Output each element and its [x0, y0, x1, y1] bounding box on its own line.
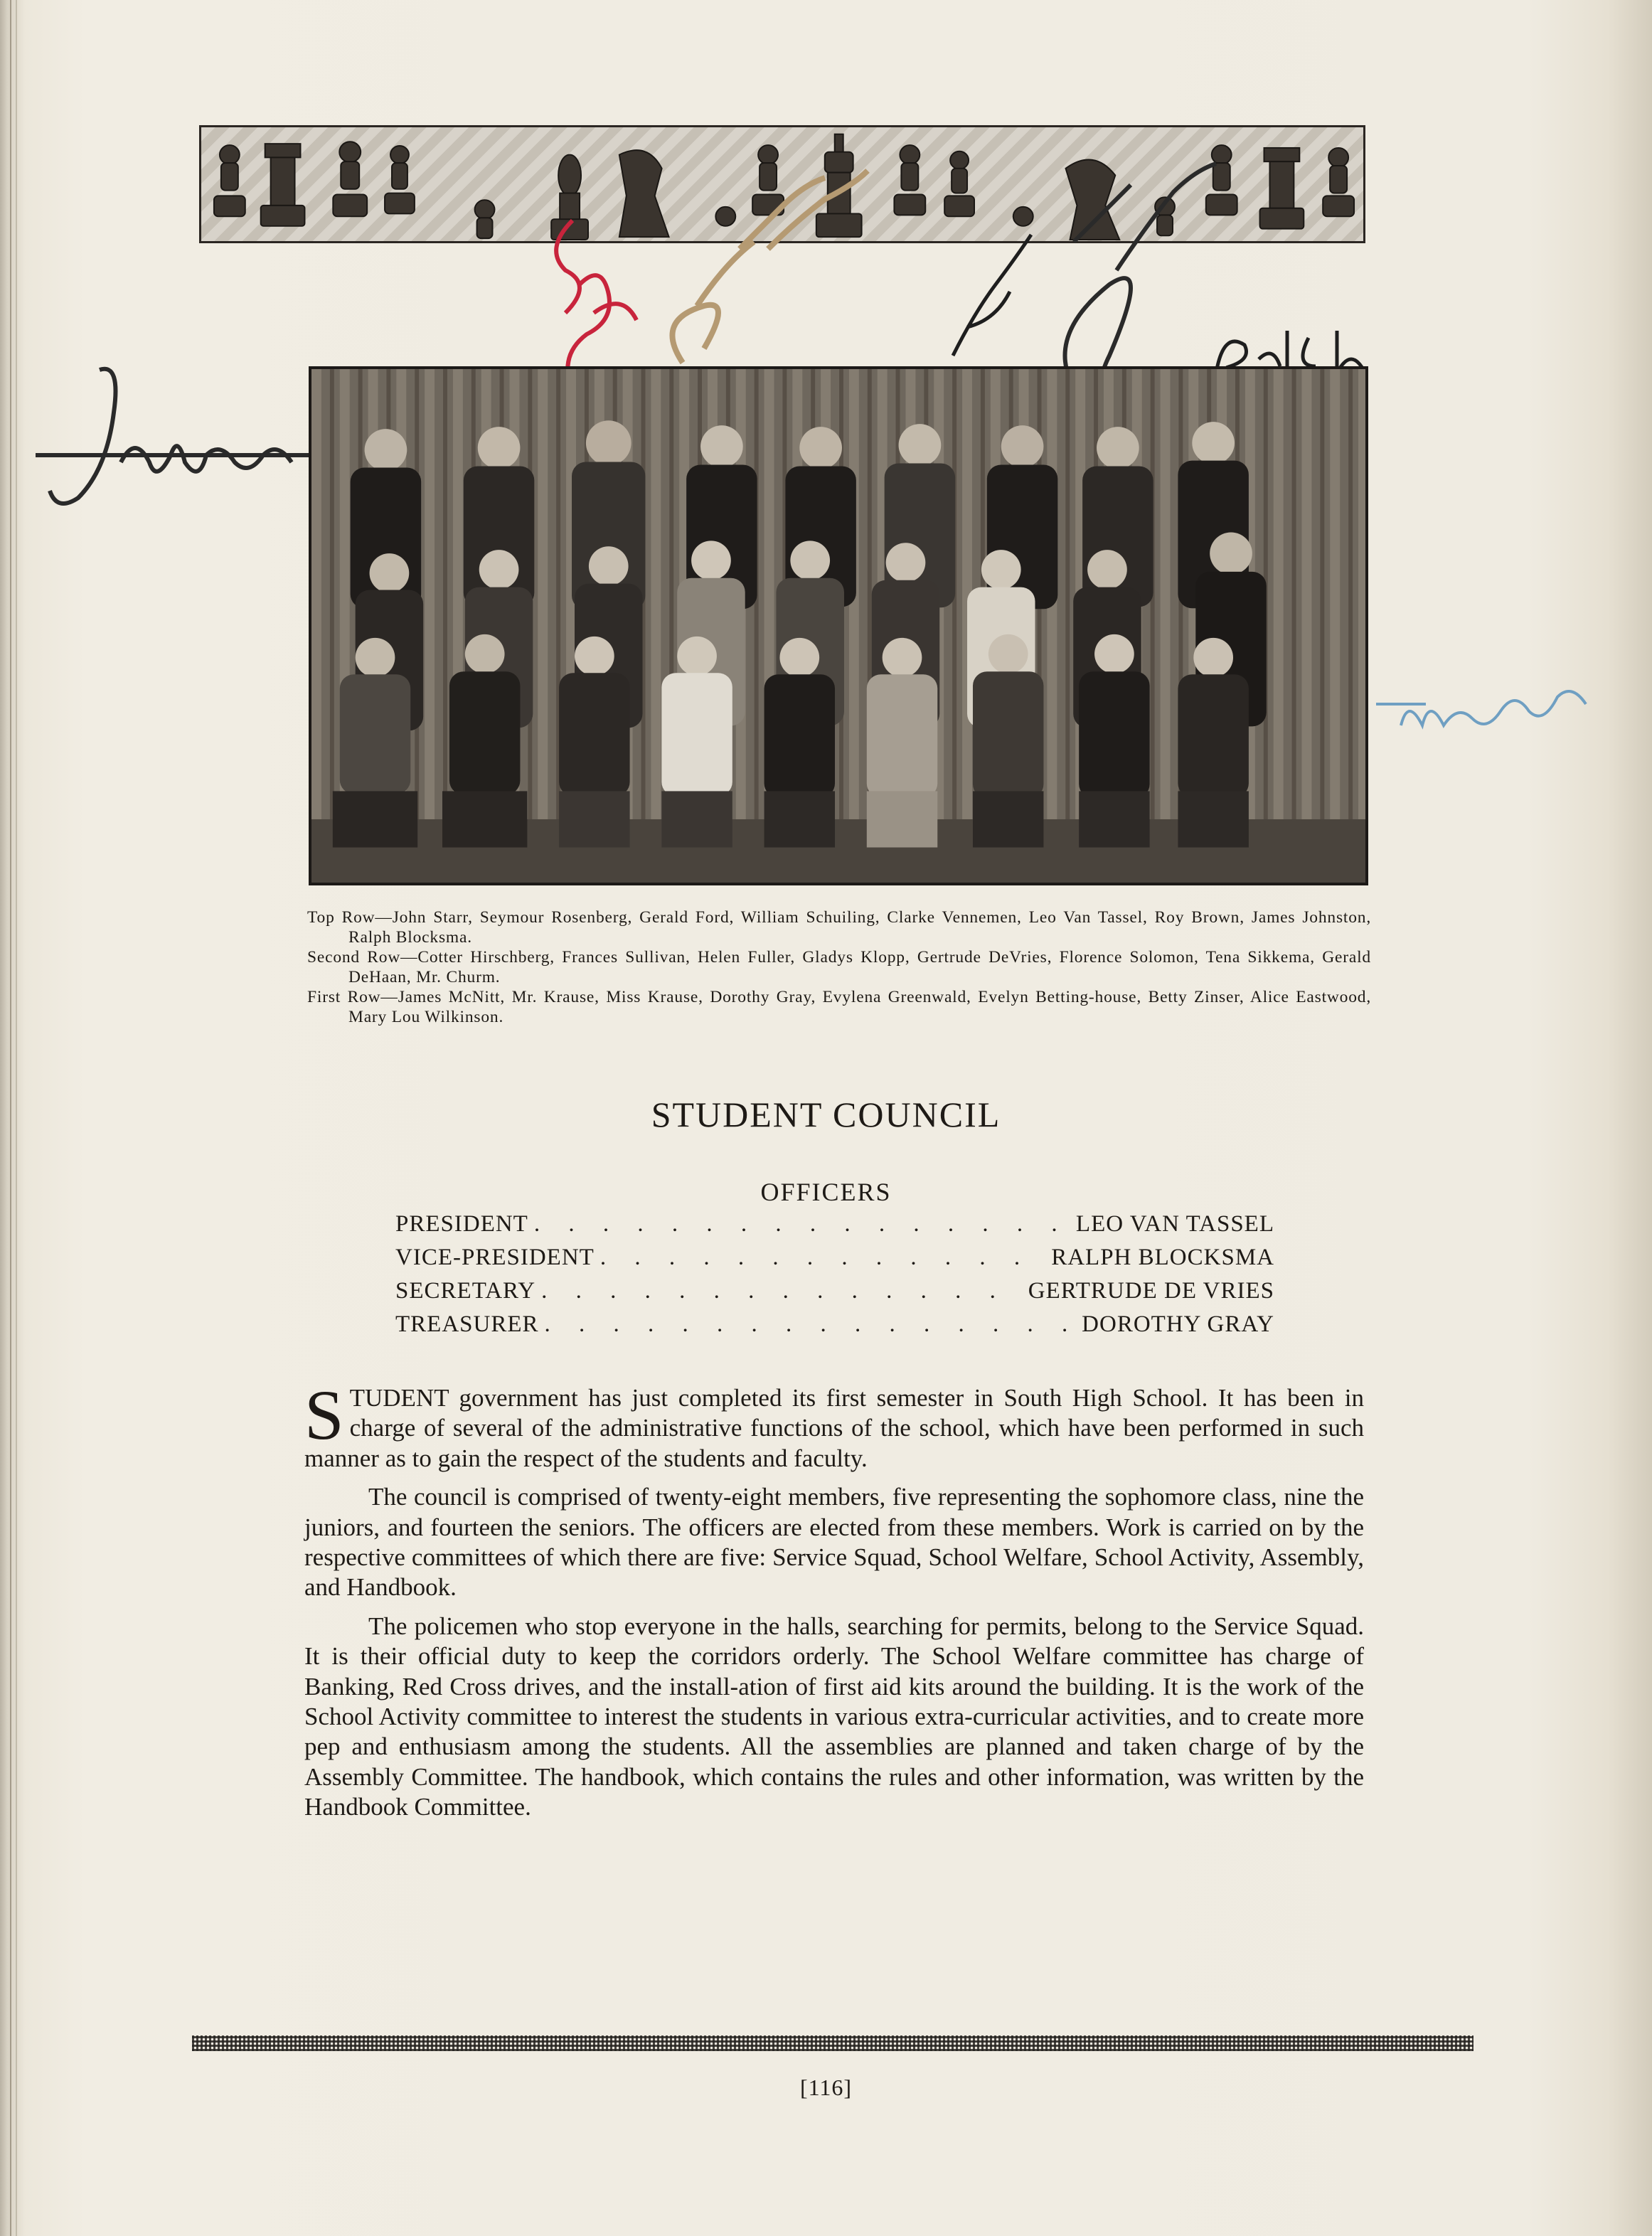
- pawn-icon: [214, 145, 245, 216]
- paragraph-2: The council is comprised of twenty-eight members, five representing the sophomore class, nine the juniors, and fourteen the seniors. The officers are elected from these members. Work is carried on by the respective committees of which there are five: Service Squad, School Welfare, School Activity, Assembly, and Handbook.: [304, 1483, 1364, 1602]
- pawn-icon: [385, 146, 415, 213]
- officer-row-vice-president: [395, 1245, 1274, 1278]
- rook-icon: [1260, 148, 1304, 229]
- caption-first-row: First Row—James McNitt, Mr. Krause, Miss Krause, Dorothy Gray, Evylena Greenwald, Evelyn Betting-house, Betty Zinser, Alice Eastwood, Mary Lou Wilkinson.: [307, 988, 1371, 1026]
- leader-dots: [534, 1211, 1070, 1237]
- group-photo-illustration: [311, 369, 1365, 883]
- leader-dots: [541, 1278, 1023, 1304]
- officers-list: [395, 1211, 1274, 1345]
- leader-dots: [600, 1245, 1045, 1271]
- officer-name: DOROTHY GRAY: [1082, 1311, 1274, 1337]
- article-body: [304, 1375, 1364, 1831]
- paragraph-1: [304, 1375, 1364, 1474]
- pawn-icon: [944, 151, 974, 217]
- officer-role: SECRETARY: [395, 1278, 536, 1304]
- officer-role: PRESIDENT: [395, 1211, 528, 1237]
- drop-cap: S: [304, 1375, 344, 1454]
- officer-row-president: [395, 1211, 1274, 1245]
- caption-second-row: Second Row—Cotter Hirschberg, Frances Sullivan, Helen Fuller, Gladys Klopp, Gertrude DeVries, Florence Solomon, Tena Sikkema, Gerald DeHaan, Mr. Churm.: [307, 948, 1371, 986]
- officer-name: RALPH BLOCKSMA: [1051, 1245, 1274, 1270]
- officer-name: GERTRUDE DE VRIES: [1028, 1278, 1274, 1304]
- photo-caption: [307, 907, 1371, 1027]
- pawn-icon: [475, 200, 495, 238]
- officer-name: LEO VAN TASSEL: [1075, 1211, 1274, 1237]
- page-title: STUDENT COUNCIL: [651, 1095, 1001, 1134]
- officer-role: TREASURER: [395, 1311, 539, 1337]
- signature-john: [28, 356, 356, 541]
- signature-gerald-ford: [640, 164, 910, 377]
- pawn-icon: [1323, 148, 1354, 216]
- page-number: [116]: [799, 2075, 853, 2100]
- signature-mary-lou: [1373, 661, 1607, 754]
- footer-rule: [192, 2035, 1474, 2051]
- officer-row-treasurer: [395, 1311, 1274, 1345]
- officer-row-secretary: [395, 1278, 1274, 1311]
- leader-dots: [545, 1311, 1077, 1338]
- caption-top-row: Top Row—John Starr, Seymour Rosenberg, Gerald Ford, William Schuiling, Clarke Vennemen, Leo Van Tassel, Roy Brown, James Johnston, Ralph Blocksma.: [307, 908, 1371, 947]
- group-photo: [309, 366, 1368, 885]
- officer-role: VICE-PRESIDENT: [395, 1245, 595, 1270]
- rook-icon: [261, 144, 305, 226]
- officers-heading: OFFICERS: [760, 1178, 892, 1206]
- signature-tena: [939, 228, 1038, 377]
- paragraph-1-text: TUDENT government has just completed its first semester in South High School. It has been in charge of several of the administrative functions of the school, which have been performed in such manner as to gain the respect of the students and faculty.: [304, 1384, 1364, 1472]
- pawn-icon: [333, 142, 367, 216]
- paragraph-3: The policemen who stop everyone in the halls, searching for permits, belong to the Service Squad. It is their official duty to keep the corridors orderly. The School Welfare committee has charge of Banking, Red Cross drives, and the install-ation of first aid kits around the building. It is the work of the School Activity committee to interest the students in various extra-curricular activities, and to create more pep and enthusiasm among the students. All the assemblies are planned and taken charge of by the Assembly Committee. The handbook, which contains the rules and other information, was written by the Handbook Committee.: [304, 1612, 1364, 1821]
